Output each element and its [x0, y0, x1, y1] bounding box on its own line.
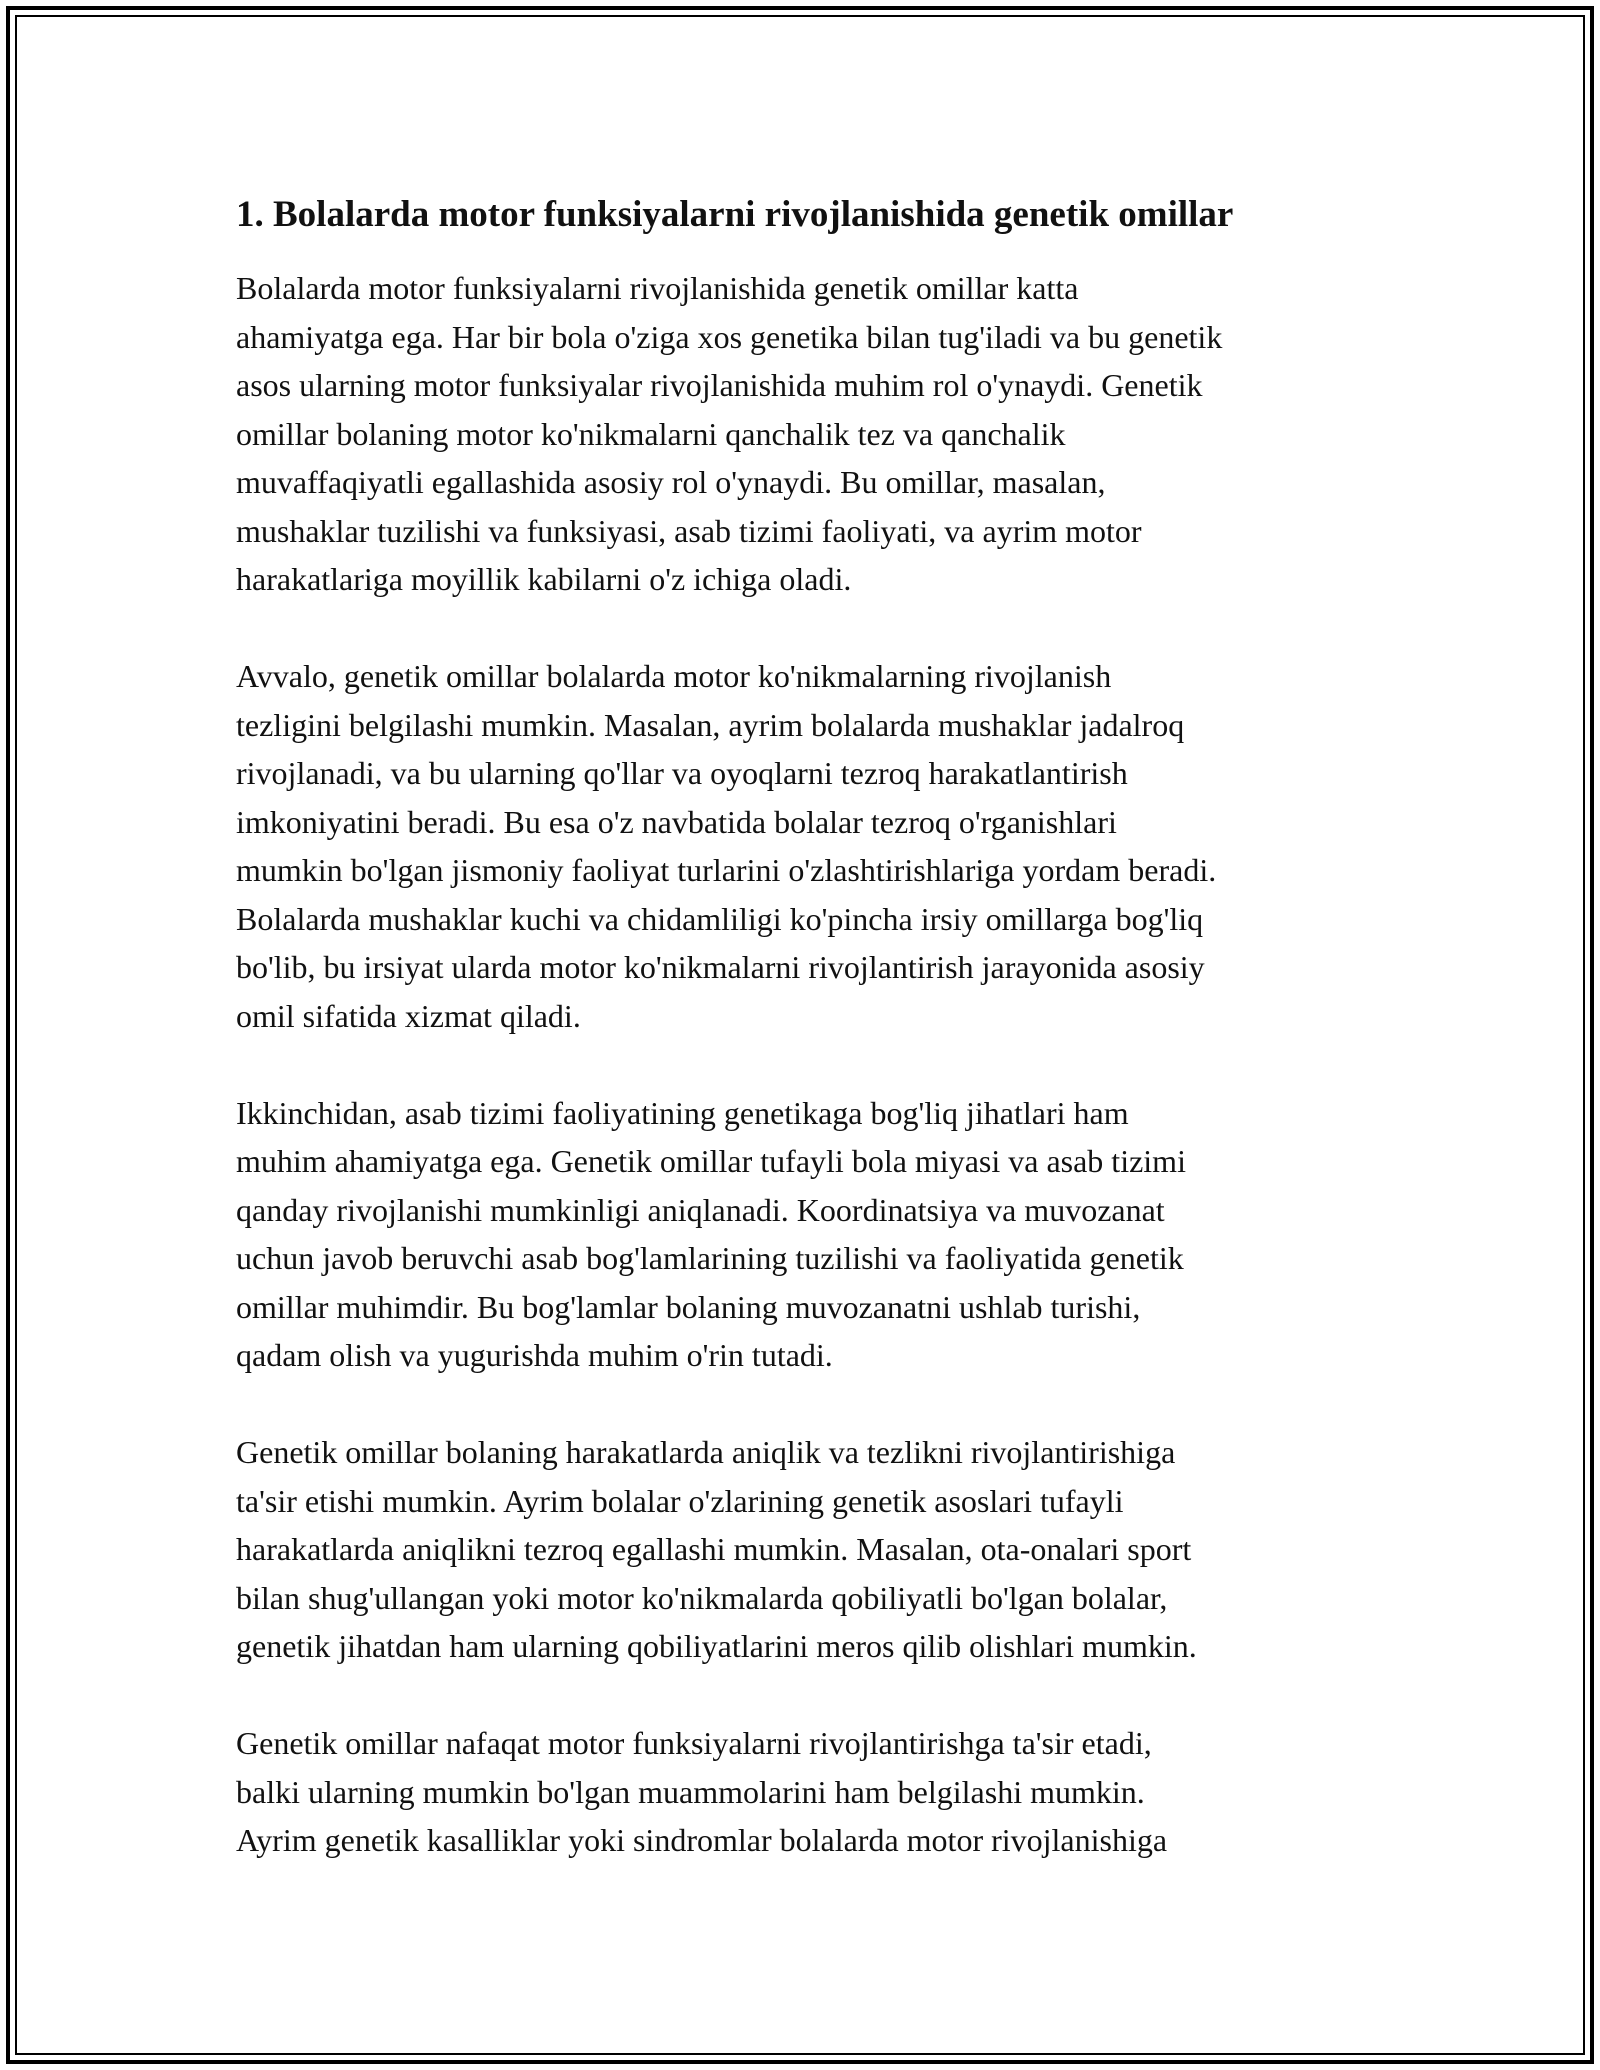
paragraph-line: uchun javob beruvchi asab bog'lamlarining tuzilishi va faoliyatida genetik [236, 1240, 1184, 1276]
paragraph-line: bo'lib, bu irsiyat ularda motor ko'nikmalarni rivojlantirish jarayonida asosiy [236, 949, 1205, 985]
paragraph-line: Ayrim genetik kasalliklar yoki sindromlar bolalarda motor rivojlanishiga [236, 1822, 1168, 1858]
paragraph-line: omillar bolaning motor ko'nikmalarni qanchalik tez va qanchalik [236, 415, 1066, 452]
paragraph-line: genetik jihatdan ham ularning qobiliyatlarini meros qilib olishlari mumkin. [236, 1628, 1197, 1664]
paragraph-line: mushaklar tuzilishi va funksiyasi, asab tizimi faoliyati, va ayrim motor [236, 512, 1142, 549]
paragraph-2 [236, 652, 1376, 1040]
paragraph-line: rivojlanadi, va bu ularning qo'llar va oyoqlarni tezroq harakatlantirish [236, 755, 1128, 791]
paragraph-line: harakatlarda aniqlikni tezroq egallashi mumkin. Masalan, ota-onalari sport [236, 1531, 1192, 1567]
paragraph-line: omillar muhimdir. Bu bog'lamlar bolaning muvozanatni ushlab turishi, [236, 1288, 1141, 1325]
paragraph-line: harakatlariga moyillik kabilarni o'z ichiga oladi. [236, 561, 852, 597]
paragraph-line: ahamiyatga ega. Har bir bola o'ziga xos genetika bilan tug'iladi va bu genetik [236, 318, 1223, 355]
paragraph-line: omil sifatida xizmat qiladi. [236, 997, 581, 1034]
paragraph-line: asos ularning motor funksiyalar rivojlanishida muhim rol o'ynaydi. Genetik [236, 367, 1203, 403]
paragraph-line: Ikkinchidan, asab tizimi faoliyatining genetikaga bog'liq jihatlari ham [236, 1094, 1129, 1131]
paragraph-line: bilan shug'ullangan yoki motor ko'nikmalarda qobiliyatli bo'lgan bolalar, [236, 1579, 1168, 1616]
paragraph-line: Avvalo, genetik omillar bolalarda motor ko'nikmalarning rivojlanish [236, 658, 1112, 694]
paragraph-line: Bolalarda mushaklar kuchi va chidamliligi ko'pincha irsiy omillarga bog'liq [236, 900, 1204, 937]
paragraph-line: Genetik omillar bolaning harakatlarda aniqlik va tezlikni rivojlantirishiga [236, 1434, 1176, 1470]
paragraph-line: qanday rivojlanishi mumkinligi aniqlanadi. Koordinatsiya va muvozanat [236, 1191, 1165, 1228]
paragraph-line: ta'sir etishi mumkin. Ayrim bolalar o'zlarining genetik asoslari tufayli [236, 1482, 1124, 1519]
paragraph-line: qadam olish va yugurishda muhim o'rin tutadi. [236, 1337, 833, 1373]
paragraph-5 [236, 1719, 1376, 1865]
paragraph-line: balki ularning mumkin bo'lgan muammolarini ham belgilashi mumkin. [236, 1773, 1145, 1810]
paragraph-4 [236, 1428, 1376, 1671]
paragraph-line: muhim ahamiyatga ega. Genetik omillar tufayli bola miyasi va asab tizimi [236, 1143, 1186, 1179]
paragraph-1 [236, 264, 1376, 604]
paragraph-line: mumkin bo'lgan jismoniy faoliyat turlarini o'zlashtirishlariga yordam beradi. [236, 852, 1217, 888]
paragraph-line: muvaffaqiyatli egallashida asosiy rol o'ynaydi. Bu omillar, masalan, [236, 464, 1106, 500]
paragraph-line: imkoniyatini beradi. Bu esa o'z navbatida bolalar tezroq o'rganishlari [236, 803, 1117, 840]
paragraph-line: tezligini belgilashi mumkin. Masalan, ayrim bolalarda mushaklar jadalroq [236, 706, 1185, 743]
paragraph-line: Genetik omillar nafaqat motor funksiyalarni rivojlantirishga ta'sir etadi, [236, 1725, 1152, 1761]
section-heading: 1. Bolalarda motor funksiyalarni rivojlanishida genetik omillar [236, 194, 1234, 235]
document-body [236, 188, 1376, 1913]
paragraph-line: Bolalarda motor funksiyalarni rivojlanishida genetik omillar katta [236, 270, 1079, 306]
paragraph-3 [236, 1089, 1376, 1380]
